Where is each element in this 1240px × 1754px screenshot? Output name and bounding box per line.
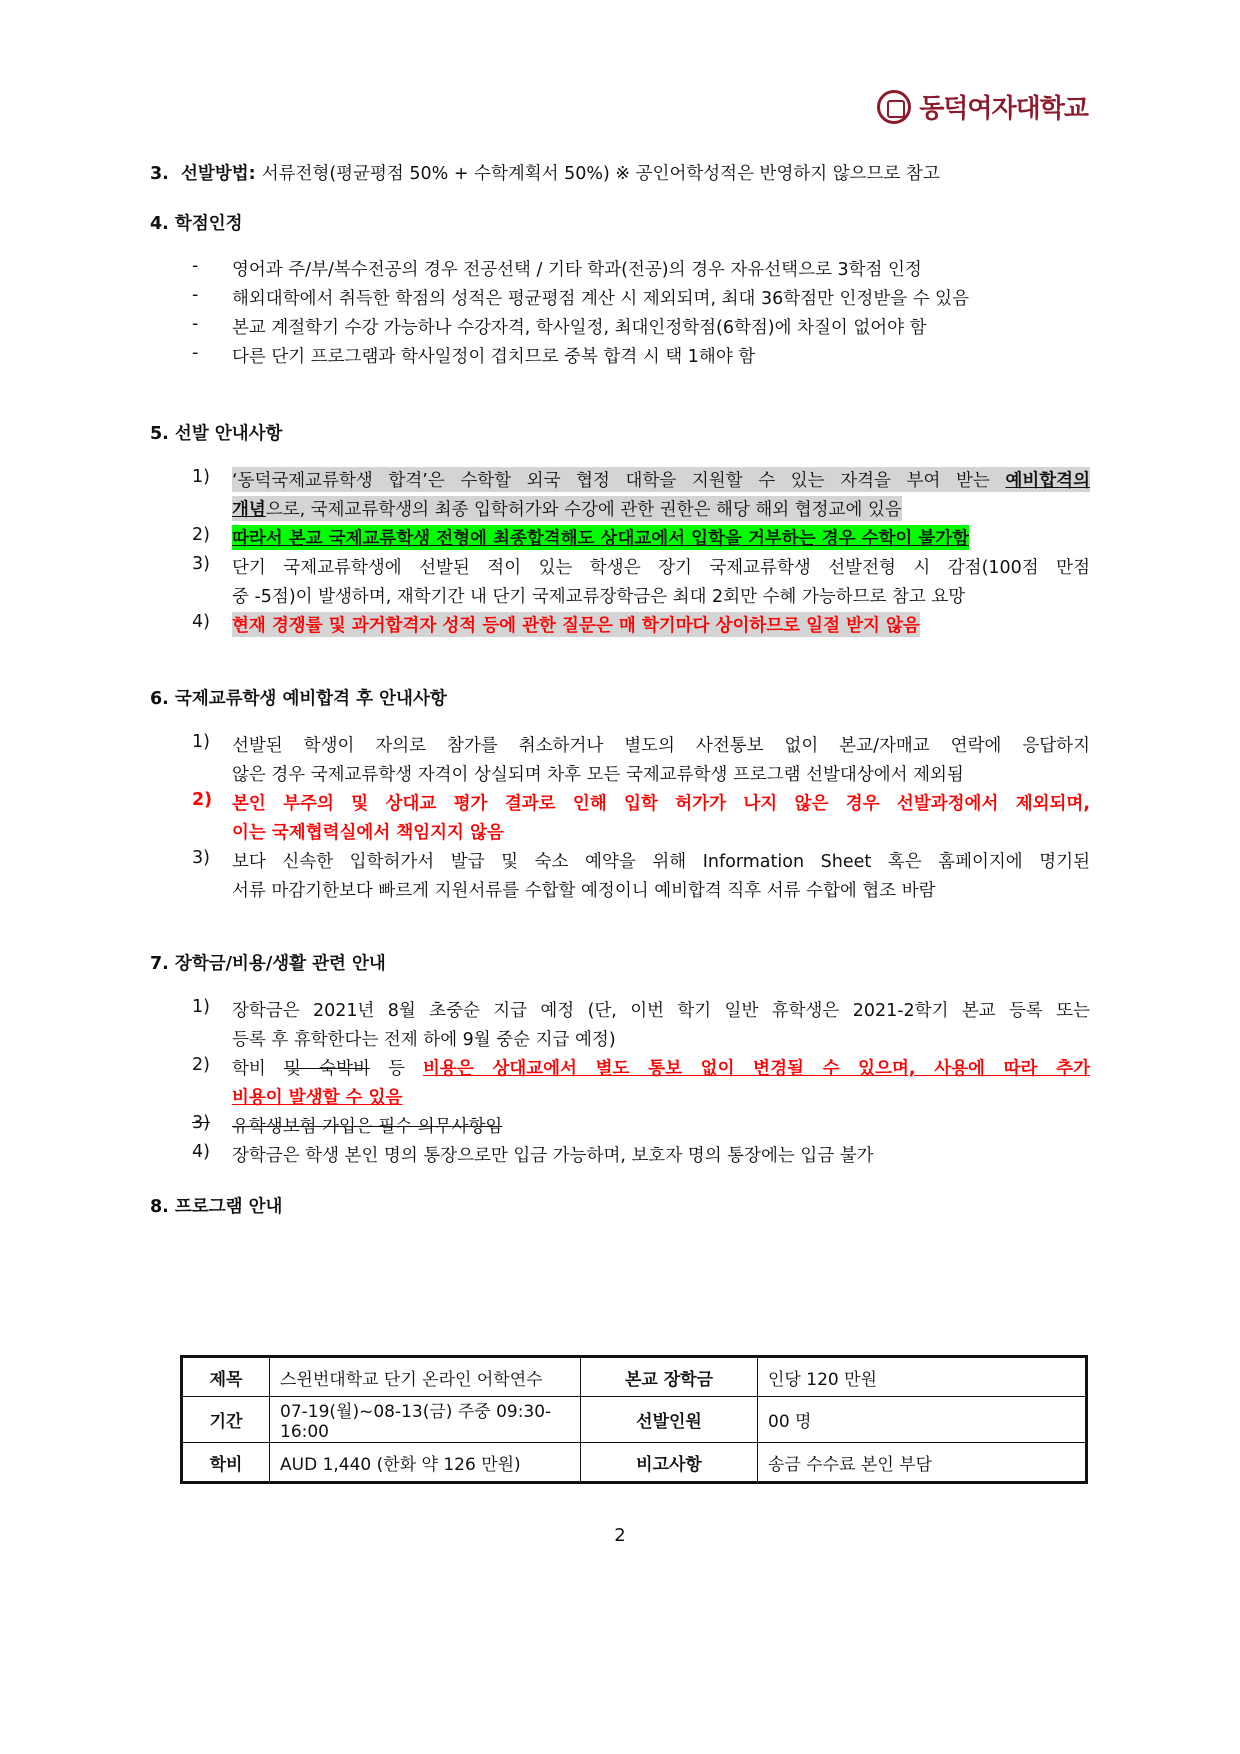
section-4-item: 영어과 주/부/복수전공의 경우 전공선택 / 기타 학과(전공)의 경우 자유선택으로 3학점 인정 <box>232 260 922 280</box>
university-logo <box>877 88 1088 125</box>
program-info-table <box>180 1355 1088 1484</box>
university-seal-icon <box>877 90 911 124</box>
section-6-item-2-line-1: 본인 부주의 및 상대교 평가 결과로 인해 입학 허가가 나지 않은 경우 선발과정에서 제외되며, <box>232 794 1090 814</box>
table-row <box>182 1357 1087 1397</box>
section-8-title: 8. 프로그램 안내 <box>150 1197 283 1217</box>
section-6-item-1-line-2: 않은 경우 국제교류학생 자격이 상실되며 차후 모든 국제교류학생 프로그램 선발대상에서 제외됨 <box>232 765 964 785</box>
table-value-cell: 00 명 <box>758 1397 1087 1443</box>
section-6-item-3-line-1: 보다 신속한 입학허가서 발급 및 숙소 예약을 위해 Information Sheet 혹은 홈페이지에 명기된 <box>232 852 1090 872</box>
section-5-item-4: 현재 경쟁률 및 과거합격자 성적 등에 관한 질문은 매 학기마다 상이하므로 일절 받지 않음 <box>232 612 920 637</box>
table-value-cell: AUD 1,440 (한화 약 126 만원) <box>270 1443 581 1483</box>
item-number: 3) <box>192 554 210 574</box>
section-3-heading: 3. 선발방법: 서류전형(평균평점 50% + 수학계획서 50%) ※ 공인어학성적은 반영하지 않으므로 참고 <box>150 164 940 184</box>
bullet-dash: - <box>192 285 199 305</box>
item-number: 1) <box>192 732 210 752</box>
section-7-item-1-line-2: 등록 후 휴학한다는 전제 하에 9월 중순 지급 예정) <box>232 1030 616 1050</box>
table-value-cell: 07-19(월)~08-13(금) 주중 09:30-16:00 <box>270 1397 581 1443</box>
table-row <box>182 1397 1087 1443</box>
section-7-item-3: 유학생보험 가입은 필수 의무사항임 <box>232 1117 503 1137</box>
table-row <box>182 1443 1087 1483</box>
item-number: 1) <box>192 997 210 1017</box>
item-number: 3) <box>192 848 210 868</box>
section-4-item: 본교 계절학기 수강 가능하나 수강자격, 학사일정, 최대인정학점(6학점)에 차질이 없어야 함 <box>232 318 927 338</box>
section-5-item-1-line-1: ‘동덕국제교류학생 합격’은 수학할 외국 협정 대학을 지원할 수 있는 자격을 부여 받는 예비합격의 <box>232 467 1090 492</box>
section-7-item-2-line-2: 비용이 발생할 수 있음 <box>232 1088 403 1108</box>
table-value-cell: 인당 120 만원 <box>758 1357 1087 1397</box>
section-4-item: 다른 단기 프로그램과 학사일정이 겹치므로 중복 합격 시 택 1해야 함 <box>232 347 756 367</box>
item-number: 2) <box>192 790 213 810</box>
section-7-item-1-line-1: 장학금은 2021년 8월 초중순 지급 예정 (단, 이번 학기 일반 휴학생은 2021-2학기 본교 등록 또는 <box>232 1001 1090 1021</box>
logo-text: 동덕여자대학교 <box>919 94 1088 124</box>
table-key-cell: 선발인원 <box>581 1397 758 1443</box>
section-6-item-2-line-2: 이는 국제협력실에서 책임지지 않음 <box>232 823 504 843</box>
section-6-item-1-line-1: 선발된 학생이 자의로 참가를 취소하거나 별도의 사전통보 없이 본교/자매교 연락에 응답하지 <box>232 736 1090 756</box>
section-5-item-3-line-2: 중 -5점)이 발생하며, 재학기간 내 단기 국제교류장학금은 최대 2회만 수혜 가능하므로 참고 요망 <box>232 587 966 607</box>
section-7-item-4: 장학금은 학생 본인 명의 통장으로만 입금 가능하며, 보호자 명의 통장에는 입금 불가 <box>232 1146 874 1166</box>
table-key-cell: 학비 <box>182 1443 270 1483</box>
item-number: 2) <box>192 1055 210 1075</box>
bullet-dash: - <box>192 343 199 363</box>
table-value-cell: 송금 수수료 본인 부담 <box>758 1443 1087 1483</box>
section-6-title: 6. 국제교류학생 예비합격 후 안내사항 <box>150 689 447 709</box>
section-3-title: 선발방법: <box>181 164 256 184</box>
section-5-item-1-line-2: 개념으로, 국제교류학생의 최종 입학허가와 수강에 관한 권한은 해당 해외 협정교에 있음 <box>232 496 902 521</box>
table-key-cell: 본교 장학금 <box>581 1357 758 1397</box>
table-value-cell: 스윈번대학교 단기 온라인 어학연수 <box>270 1357 581 1397</box>
section-3-text: 서류전형(평균평점 50% + 수학계획서 50%) ※ 공인어학성적은 반영하지 않으므로 참고 <box>261 164 940 184</box>
section-5-item-2: 따라서 본교 국제교류학생 전형에 최종합격해도 상대교에서 입학을 거부하는 경우 수학이 불가함 <box>232 525 969 550</box>
section-5-item-3-line-1: 단기 국제교류학생에 선발된 적이 있는 학생은 장기 국제교류학생 선발전형 시 감점(100점 만점 <box>232 558 1090 578</box>
section-7-title: 7. 장학금/비용/생활 관련 안내 <box>150 954 386 974</box>
table-key-cell: 비고사항 <box>581 1443 758 1483</box>
item-number: 4) <box>192 612 210 632</box>
table-key-cell: 제목 <box>182 1357 270 1397</box>
section-4-item: 해외대학에서 취득한 학점의 성적은 평균평점 계산 시 제외되며, 최대 36학점만 인정받을 수 있음 <box>232 289 969 309</box>
section-7-item-2-line-1: 학비 및 숙박비 등 비용은 상대교에서 별도 통보 없이 변경될 수 있으며, 사용에 따라 추가 <box>232 1059 1090 1079</box>
item-number: 3) <box>192 1113 210 1133</box>
section-6-item-3-line-2: 서류 마감기한보다 빠르게 지원서류를 수합할 예정이니 예비합격 직후 서류 수합에 협조 바람 <box>232 881 936 901</box>
item-number: 4) <box>192 1142 210 1162</box>
table-key-cell: 기간 <box>182 1397 270 1443</box>
section-5-title: 5. 선발 안내사항 <box>150 424 283 444</box>
item-number: 1) <box>192 467 210 487</box>
bullet-dash: - <box>192 256 199 276</box>
item-number: 2) <box>192 525 210 545</box>
section-4-title: 4. 학점인정 <box>150 214 243 234</box>
bullet-dash: - <box>192 314 199 334</box>
page-number: 2 <box>614 1525 626 1546</box>
